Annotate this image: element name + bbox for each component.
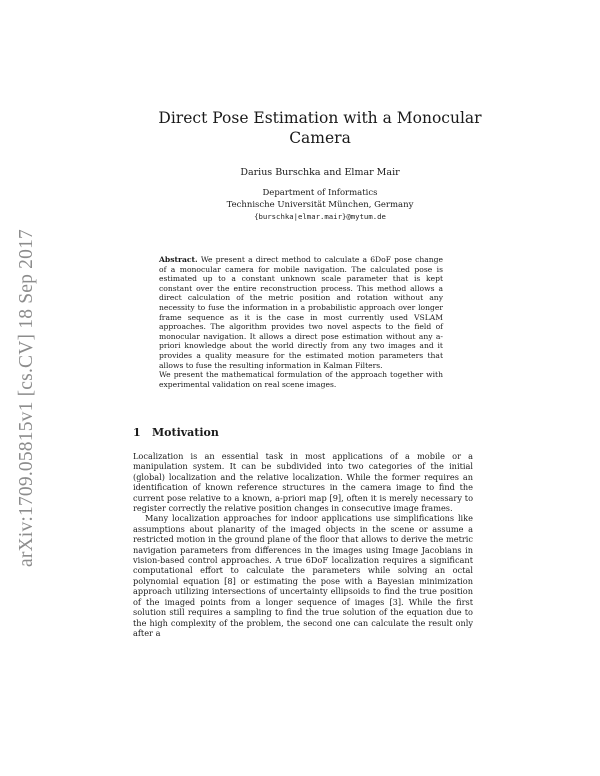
abstract-label: Abstract.	[159, 255, 198, 264]
affiliation-block	[130, 188, 510, 223]
body-paragraph: Many localization approaches for indoor applications use simplifications like assumptions about planarity of the imaged objects in the scene or assume a restricted motion in the ground plane of the floor that allows to derive the metric navigation parameters from differences in the images using Image Jacobians in vision-based control approaches. A true 6DoF localization requires a significant computational effort to calculate the parameters while solving an octal polynomial equation [8] or estimating the pose with a Bayesian minimization approach utilizing intersections of uncertainty ellipsoids to find the true position of the imaged points from a longer sequence of images [3]. While the first solution still requires a sampling to find the true solution of the equation due to the high complexity of the problem, the second one can calculate the result only after a	[133, 513, 473, 638]
body-text	[133, 451, 473, 638]
section-heading	[133, 426, 219, 439]
abstract-text: We present a direct method to calculate a 6DoF pose change of a monocular camera for mobile navigation. The calculated pose is estimated up to a constant unknown scale parameter that is kept constant over the entire reconstruction process. This method allows a direct calculation of the metric position and rotation without any necessity to fuse the information in a probabilistic approach over longer frame sequence as it is the case in most currently used VSLAM approaches. The algorithm provides two novel aspects to the field of monocular navigation. It allows a direct pose estimation without any a-priori knowledge about the world directly from any two images and it provides a quality measure for the estimated motion parameters that allows to fuse the resulting information in Kalman Filters.	[159, 255, 443, 370]
arxiv-identifier: arXiv:1709.05815v1 [cs.CV] 18 Sep 2017	[16, 229, 37, 567]
abstract-paragraph	[159, 255, 443, 370]
affiliation-department: Department of Informatics	[262, 188, 378, 198]
abstract-block	[159, 255, 443, 389]
body-paragraph: Localization is an essential task in most applications of a mobile or a manipulation system. It can be subdivided into two categories of the initial (global) localization and the relative localization. While the former requires an identification of known reference structures in the camera image to find the current pose relative to a known, a-priori map [9], often it is merely necessary to register correctly the relative position changes in consecutive image frames.	[133, 451, 473, 514]
affiliation-email: {burschka|elmar.mair}@mytum.de	[254, 212, 386, 221]
arxiv-identifier-margin	[14, 208, 40, 588]
abstract-paragraph-2: We present the mathematical formulation of the approach together with experimental validation on real scene images.	[159, 370, 443, 389]
paper-authors: Darius Burschka and Elmar Mair	[240, 167, 400, 178]
section-number: 1	[133, 426, 141, 439]
paper-title: Direct Pose Estimation with a Monocular Camera	[158, 109, 482, 147]
section-title: Motivation	[152, 426, 219, 439]
affiliation-university: Technische Universität München, Germany	[226, 199, 414, 210]
